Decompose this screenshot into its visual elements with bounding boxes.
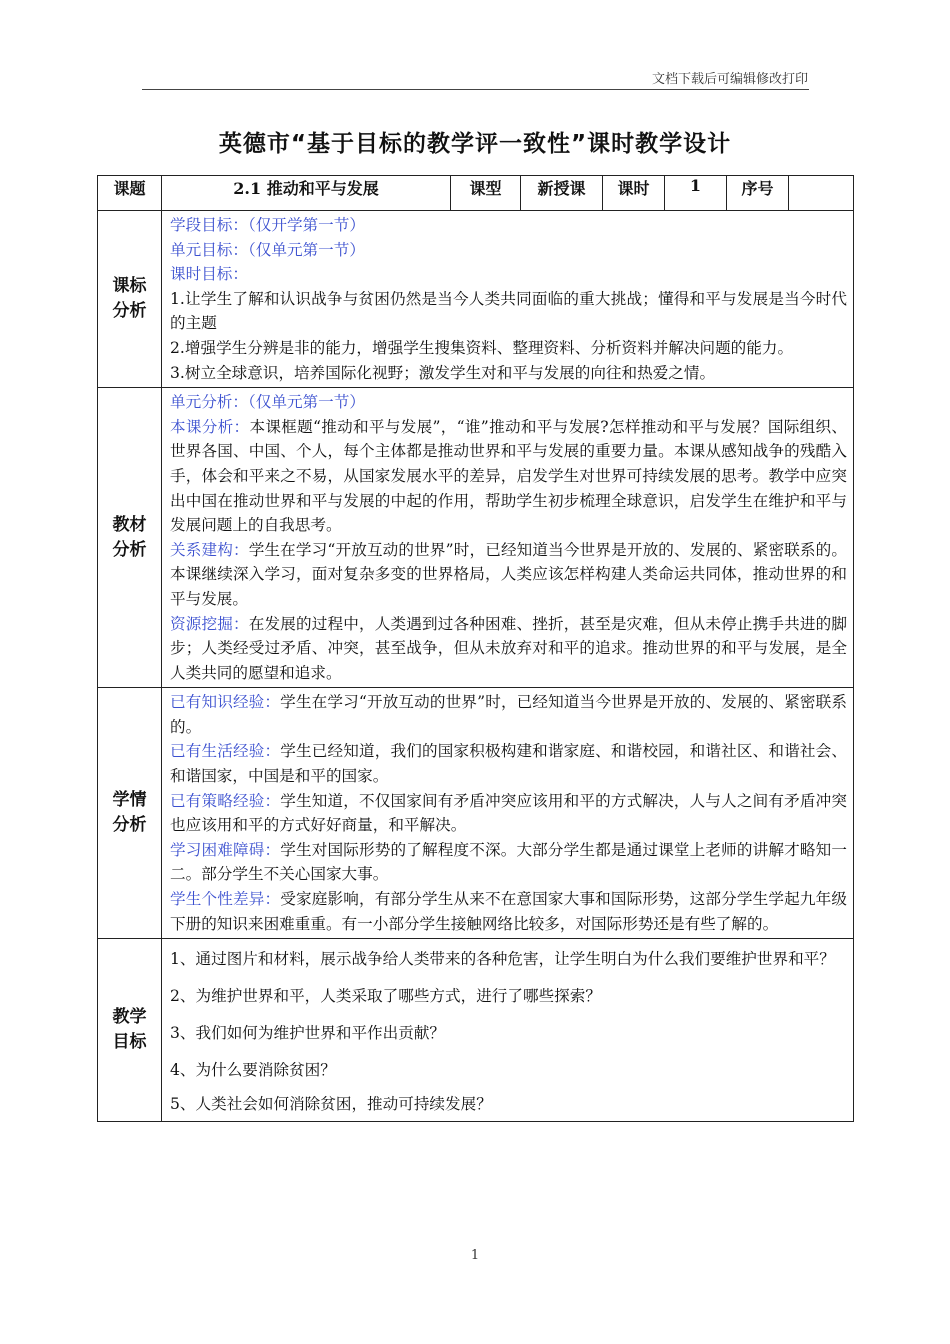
difficulty-label: 学习困难障碍：	[170, 840, 281, 859]
strategy-experience	[170, 789, 847, 838]
teaching-goals-label: 教学 目标	[98, 939, 162, 1122]
page-title: 英德市“基于目标的教学评一致性”课时教学设计	[218, 131, 732, 157]
resource-mining	[170, 612, 847, 686]
teaching-goals-row	[98, 939, 854, 1122]
learner-analysis-content	[162, 688, 854, 939]
teaching-goal-item: 2、为维护世界和平，人类采取了哪些方式，进行了哪些探索？	[170, 987, 601, 1006]
unit-goal: 单元目标：（仅单元第一节）	[170, 240, 365, 259]
lesson-analysis-text: 本课框题“推动和平与发展”，“谁”推动和平与发展?怎样推动和平与发展？国际组织、世界各国、中国、个人，每个主体都是推动世界和平与发展的重要力量。本课从感知战争的残酷入手，体会和平来之不易，从国家发展水平的差异，启发学生对世界可持续发展的思考。教学中应突出中国在推动世界和平与发展的中起的作用，帮助学生初步梳理全球意识，启发学生在维护和平与发展问题上的自我思考。	[170, 417, 847, 535]
teaching-goal-item: 3、我们如何为维护世界和平作出贡献？	[170, 1024, 446, 1043]
lesson-goal-item: 1.让学生了解和认识战争与贫困仍然是当今人类共同面临的重大挑战；懂得和平与发展是当今时代的主题	[170, 289, 847, 333]
knowledge-experience	[170, 690, 847, 739]
type-value: 新授课	[521, 176, 603, 211]
header-note: 文档下载后可编辑修改打印	[651, 72, 808, 87]
standard-analysis-label: 课标 分析	[98, 211, 162, 388]
strategy-text: 学生知道，不仅国家间有矛盾冲突应该用和平的方式解决，人与人之间有矛盾冲突也应该用和平的方式好好商量，和平解决。	[170, 791, 847, 835]
learner-analysis-row	[98, 688, 854, 939]
learning-difficulty	[170, 838, 847, 887]
teaching-goal-item: 4、为什么要消除贫困？	[170, 1061, 336, 1080]
strategy-label: 已有策略经验：	[170, 791, 281, 810]
learner-analysis-label: 学情 分析	[98, 688, 162, 939]
lesson-analysis	[170, 415, 847, 538]
standard-analysis-row	[98, 211, 854, 388]
teaching-goal-item: 5、人类社会如何消除贫困，推动可持续发展？	[170, 1095, 492, 1114]
info-row	[98, 176, 854, 211]
lesson-analysis-label: 本课分析：	[170, 417, 250, 436]
difference-label: 学生个性差异：	[170, 890, 281, 909]
lesson-goal-item: 2.增强学生分辨是非的能力，增强学生搜集资料、整理资料、分析资料并解决问题的能力。	[170, 338, 794, 357]
lesson-design-table	[97, 175, 854, 1122]
topic-value: 2.1 推动和平与发展	[162, 176, 451, 211]
lesson-goal-label: 课时目标：	[170, 265, 248, 284]
teaching-goals-content	[162, 939, 854, 1122]
teaching-goal-item: 1、通过图片和材料，展示战争给人类带来的各种危害，让学生明白为什么我们要维护世界和平？	[170, 950, 835, 969]
period-label: 课时	[603, 176, 665, 211]
knowledge-label: 已有知识经验：	[170, 693, 281, 712]
resource-label: 资源挖掘：	[170, 614, 249, 633]
difference-text: 受家庭影响，有部分学生从来不在意国家大事和国际形势，这部分学生学起九年级下册的知识来困难重重。有一小部分学生接触网络比较多，对国际形势还是有些了解的。	[170, 890, 847, 933]
textbook-analysis-content	[162, 388, 854, 688]
individual-difference	[170, 887, 847, 936]
relation-text: 学生在学习“开放互动的世界”时，已经知道当今世界是开放的、发展的、紧密联系的。本课继续深入学习，面对复杂多变的世界格局，人类应该怎样构建人类命运共同体，推动世界的和平与发展。	[170, 540, 847, 608]
header-divider	[142, 89, 809, 90]
textbook-analysis-row	[98, 388, 854, 688]
life-experience	[170, 739, 847, 788]
difficulty-text: 学生对国际形势的了解程度不深。大部分学生都是通过课堂上老师的讲解才略知一二。部分学生不关心国家大事。	[170, 840, 847, 884]
life-text: 学生已经知道，我们的国家积极构建和谐家庭、和谐校园，和谐社区、和谐社会、和谐国家，中国是和平的国家。	[170, 742, 847, 786]
stage-goal: 学段目标：（仅开学第一节）	[170, 216, 365, 234]
page-number: 1	[470, 1248, 480, 1263]
life-label: 已有生活经验：	[170, 742, 281, 761]
unit-analysis: 单元分析：（仅单元第一节）	[170, 393, 365, 412]
topic-label: 课题	[98, 176, 162, 211]
seq-value	[789, 176, 854, 211]
relation-label: 关系建构：	[170, 540, 249, 559]
lesson-goal-item: 3.树立全球意识，培养国际化视野；激发学生对和平与发展的向往和热爱之情。	[170, 363, 716, 382]
resource-text: 在发展的过程中，人类遇到过各种困难、挫折，甚至是灾难，但从未停止携手共进的脚步；人类经受过矛盾、冲突，甚至战争，但从未放弃对和平的追求。推动世界的和平与发展，是全人类共同的愿望和追求。	[170, 614, 847, 682]
period-value: 1	[665, 176, 727, 211]
textbook-analysis-label: 教材 分析	[98, 388, 162, 688]
standard-analysis-content	[162, 211, 854, 388]
relation-construction	[170, 538, 847, 612]
knowledge-text: 学生在学习“开放互动的世界”时，已经知道当今世界是开放的、发展的、紧密联系的。	[170, 693, 847, 736]
seq-label: 序号	[727, 176, 789, 211]
type-label: 课型	[451, 176, 521, 211]
